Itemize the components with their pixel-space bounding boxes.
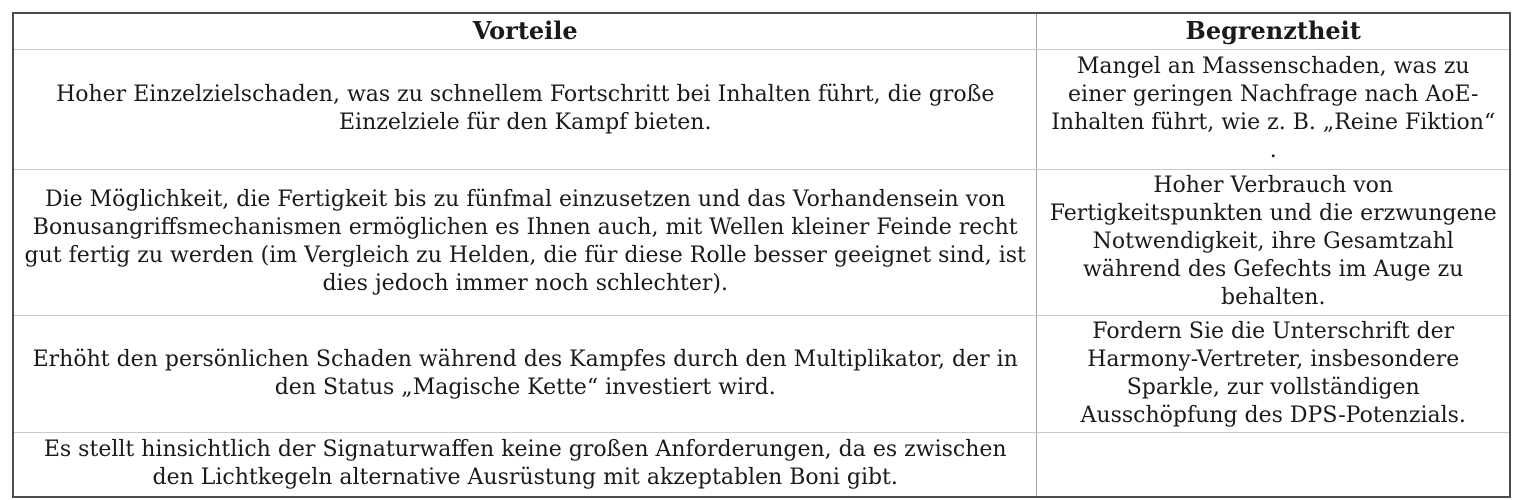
cell-begrenzung-4 [1037,433,1510,497]
column-header-vorteile: Vorteile [13,13,1037,49]
cell-begrenzung-2: Hoher Verbrauch von Fertigkeitspunkten und die erzwungene Notwendigkeit, ihre Gesamtzahl während des Gefechts im Auge zu behalten. [1037,169,1510,315]
table-row [13,49,1510,169]
table-row [13,433,1510,497]
cell-vorteil-3: Erhöht den persönlichen Schaden während des Kampfes durch den Multiplikator, der in den Status „Magische Kette“ investiert wird. [13,315,1037,433]
table-header-row [13,13,1510,49]
pros-cons-table [12,12,1511,498]
cell-begrenzung-1: Mangel an Massenschaden, was zu einer geringen Nachfrage nach AoE-Inhalten führt, wie z. B. „Reine Fiktion“ . [1037,49,1510,169]
table-row [13,315,1510,433]
column-header-begrenztheit: Begrenztheit [1037,13,1510,49]
cell-begrenzung-3: Fordern Sie die Unterschrift der Harmony-Vertreter, insbesondere Sparkle, zur vollständigen Ausschöpfung des DPS-Potenzials. [1037,315,1510,433]
cell-vorteil-4: Es stellt hinsichtlich der Signaturwaffen keine großen Anforderungen, da es zwischen den Lichtkegeln alternative Ausrüstung mit akzeptablen Boni gibt. [13,433,1037,497]
table-row [13,169,1510,315]
cell-vorteil-2: Die Möglichkeit, die Fertigkeit bis zu fünfmal einzusetzen und das Vorhandensein von Bonusangriffsmechanismen ermöglichen es Ihnen auch, mit Wellen kleiner Feinde recht gut fertig zu werden (im Vergleich zu Helden, die für diese Rolle besser geeignet sind, ist dies jedoch immer noch schlechter). [13,169,1037,315]
cell-vorteil-1: Hoher Einzelzielschaden, was zu schnellem Fortschritt bei Inhalten führt, die große Einzelziele für den Kampf bieten. [13,49,1037,169]
